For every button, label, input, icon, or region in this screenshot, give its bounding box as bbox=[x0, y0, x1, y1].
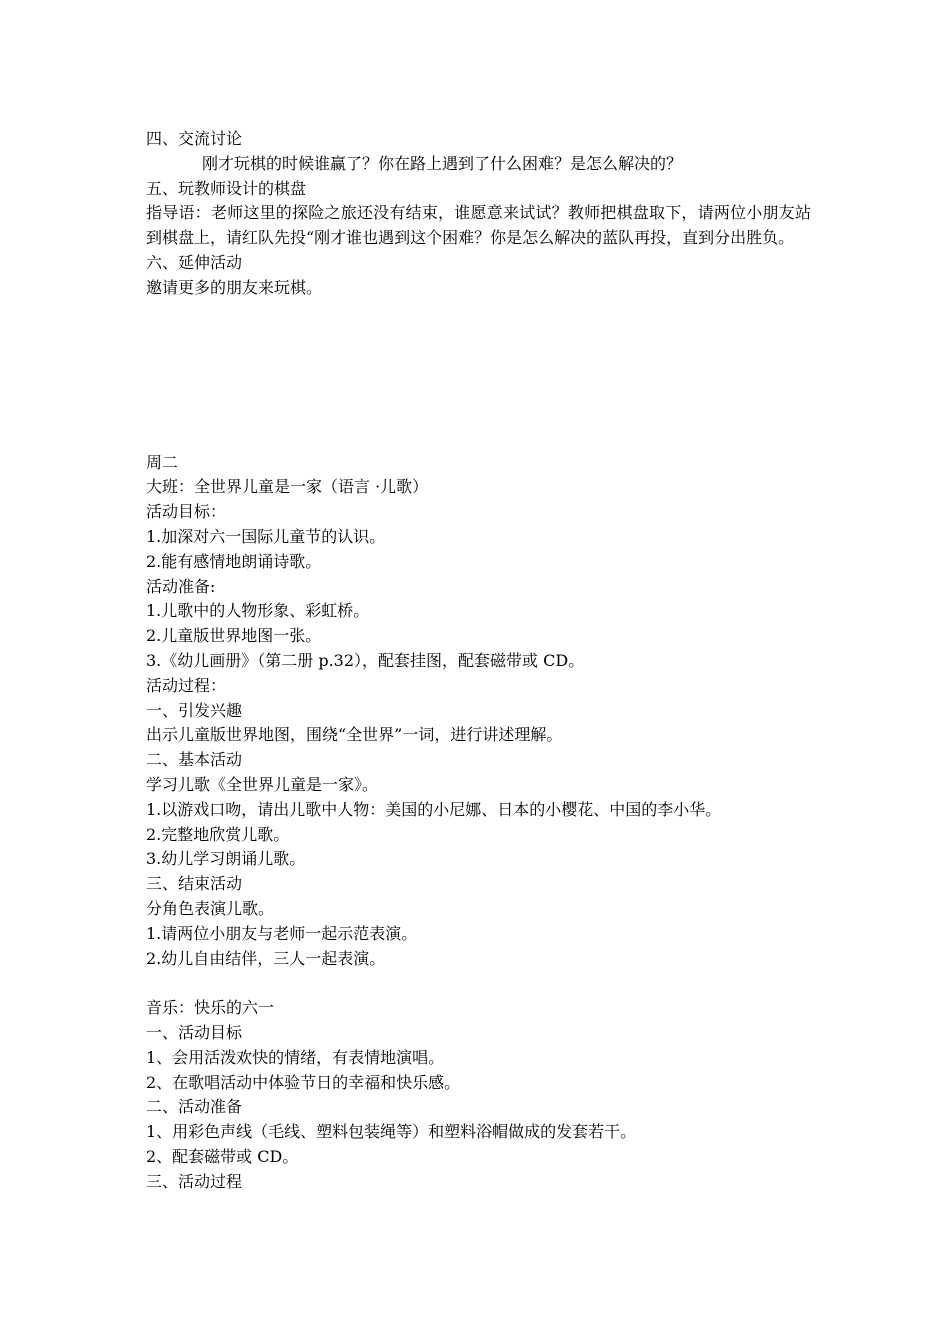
music-goals-heading: 一、活动目标 bbox=[146, 1022, 243, 1042]
heading-extension: 六、延伸活动 bbox=[146, 252, 243, 272]
prep-item: 3.《幼儿画册》（第二册 p.32），配套挂图，配套磁带或 CD。 bbox=[146, 650, 585, 670]
process-heading: 活动过程： bbox=[146, 675, 227, 695]
guide-paragraph: 指导语：老师这里的探险之旅还没有结束，谁愿意来试试？教师把棋盘取下，请两位小朋友站到棋盘上，请红队先投“刚才谁也遇到这个困难？你是怎么解决的蓝队再投，直到分出胜负。 bbox=[146, 203, 811, 248]
music-prep-item: 2、配套磁带或 CD。 bbox=[146, 1146, 299, 1166]
step3-text: 分角色表演儿歌。 bbox=[146, 898, 275, 918]
step3-item: 2.幼儿自由结伴，三人一起表演。 bbox=[146, 948, 386, 968]
step2-item: 2.完整地欣赏儿歌。 bbox=[146, 824, 290, 844]
lesson-title: 大班：全世界儿童是一家（语言 ·儿歌） bbox=[146, 477, 429, 497]
music-goal-item: 2、在歌唱活动中体验节日的幸福和快乐感。 bbox=[146, 1072, 461, 1092]
document-body bbox=[146, 127, 811, 1194]
day-label: 周二 bbox=[146, 452, 179, 472]
prep-heading: 活动准备: bbox=[146, 576, 216, 596]
spacer bbox=[146, 301, 811, 451]
music-process-heading: 三、活动过程 bbox=[146, 1171, 243, 1191]
step1-text: 出示儿童版世界地图，围绕“全世界”一词，进行讲述理解。 bbox=[146, 725, 563, 745]
heading-exchange-discussion: 四、交流讨论 bbox=[146, 129, 243, 148]
prep-item: 2.儿童版世界地图一张。 bbox=[146, 626, 322, 646]
step2-heading: 二、基本活动 bbox=[146, 750, 243, 770]
step2-item: 1.以游戏口吻，请出儿歌中人物：美国的小尼娜、日本的小樱花、中国的李小华。 bbox=[146, 799, 722, 819]
step2-text: 学习儿歌《全世界儿童是一家》。 bbox=[146, 774, 379, 794]
music-prep-item: 1、用彩色声线（毛线、塑料包装绳等）和塑料浴帽做成的发套若干。 bbox=[146, 1122, 637, 1142]
goals-heading: 活动目标： bbox=[146, 502, 227, 522]
goal-item: 1.加深对六一国际儿童节的认识。 bbox=[146, 526, 386, 546]
spacer bbox=[146, 971, 811, 996]
prep-item: 1.儿歌中的人物形象、彩虹桥。 bbox=[146, 601, 370, 621]
step1-heading: 一、引发兴趣 bbox=[146, 700, 243, 720]
goal-item: 2.能有感情地朗诵诗歌。 bbox=[146, 551, 322, 571]
music-title: 音乐：快乐的六一 bbox=[146, 998, 275, 1018]
discussion-question: 刚才玩棋的时候谁赢了？你在路上遇到了什么困难？是怎么解决的？ bbox=[202, 153, 683, 173]
step3-item: 1.请两位小朋友与老师一起示范表演。 bbox=[146, 923, 418, 943]
heading-teacher-board: 五、玩教师设计的棋盘 bbox=[146, 178, 307, 198]
step2-item: 3.幼儿学习朗诵儿歌。 bbox=[146, 849, 306, 869]
music-prep-heading: 二、活动准备 bbox=[146, 1097, 243, 1117]
music-goal-item: 1、会用活泼欢快的情绪，有表情地演唱。 bbox=[146, 1047, 445, 1067]
step3-heading: 三、结束活动 bbox=[146, 874, 243, 894]
extension-text: 邀请更多的朋友来玩棋。 bbox=[146, 277, 323, 297]
